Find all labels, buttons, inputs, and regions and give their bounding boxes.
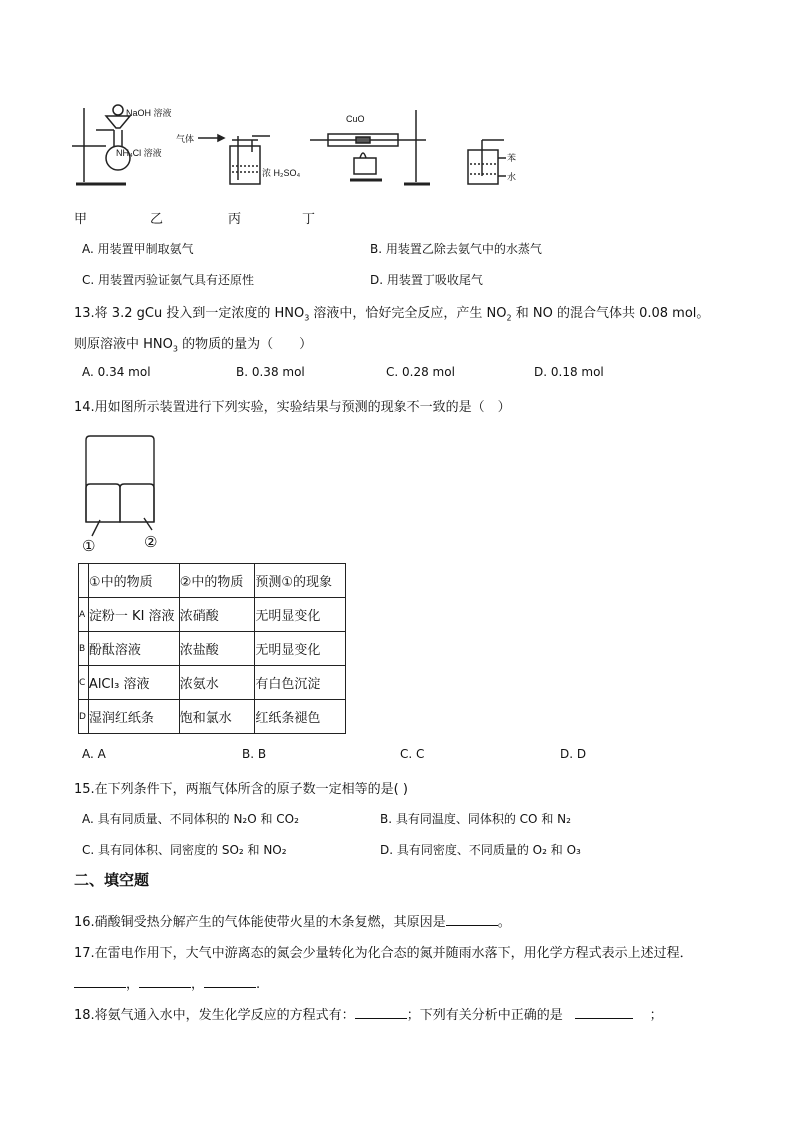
q14-figure-label-1: ① bbox=[82, 537, 96, 555]
table-cell: D bbox=[79, 700, 89, 734]
table-header-cell: 预测①的现象 bbox=[255, 564, 346, 598]
apparatus-cuo-label: CuO bbox=[346, 114, 365, 124]
apparatus-naoh-label: NaOH 溶液 bbox=[126, 108, 172, 118]
table-cell: 酚酞溶液 bbox=[88, 632, 179, 666]
apparatus-water-label: 水 bbox=[507, 172, 517, 182]
figure-label-ding: 丁 bbox=[302, 212, 316, 227]
q14-option-a: A. A bbox=[82, 747, 106, 761]
q13-option-d: D. 0.18 mol bbox=[534, 365, 604, 379]
q13-text-e: 的物质的量为（ ） bbox=[177, 337, 313, 352]
table-cell: 浓盐酸 bbox=[179, 632, 255, 666]
table-header-cell: ①中的物质 bbox=[88, 564, 179, 598]
q18-end: ； bbox=[649, 1008, 663, 1023]
q17-text: 17.在雷电作用下，大气中游离态的氮会少量转化为化合态的氮并随雨水落下，用化学方程式表示上述过程． bbox=[74, 946, 693, 961]
q16-end: 。 bbox=[497, 915, 511, 930]
answer-blank bbox=[446, 913, 498, 926]
table-row bbox=[79, 598, 346, 632]
q18-line bbox=[74, 1004, 663, 1023]
apparatus-gas-label: 气体 bbox=[176, 134, 195, 144]
table-row bbox=[79, 700, 346, 734]
q15-option-b: B. 具有同温度、同体积的 CO 和 N₂ bbox=[380, 812, 571, 826]
q13-text-d: 则原溶液中 HNO bbox=[74, 337, 173, 352]
answer-blank bbox=[355, 1006, 407, 1019]
q13-text-c: 和 NO 的混合气体共 0.08 mol。 bbox=[511, 306, 710, 321]
table-cell: 有白色沉淀 bbox=[255, 666, 346, 700]
q17-sep2: ， bbox=[191, 977, 205, 992]
table-row bbox=[79, 666, 346, 700]
table-header-cell: ②中的物质 bbox=[179, 564, 255, 598]
q15-option-a: A. 具有同质量、不同体积的 N₂O 和 CO₂ bbox=[82, 812, 299, 826]
answer-blank bbox=[575, 1006, 633, 1019]
q12-option-c: C. 用装置丙验证氨气具有还原性 bbox=[82, 273, 255, 287]
q13-text-b: 溶液中，恰好完全反应，产生 NO bbox=[309, 306, 507, 321]
q13-option-c: C. 0.28 mol bbox=[386, 365, 455, 379]
q18-mid: ；下列有关分析中正确的是 bbox=[406, 1008, 563, 1023]
q12-option-b: B. 用装置乙除去氨气中的水蒸气 bbox=[370, 242, 542, 256]
q15-text: 15.在下列条件下，两瓶气体所含的原子数一定相等的是( ) bbox=[74, 782, 408, 797]
q13-sub-a: 3 bbox=[304, 313, 310, 323]
table-cell: 无明显变化 bbox=[255, 632, 346, 666]
q12-option-d: D. 用装置丁吸收尾气 bbox=[370, 273, 483, 287]
apparatus-nh4cl-label: NH₄Cl 溶液 bbox=[116, 148, 162, 158]
answer-blank bbox=[204, 975, 256, 988]
table-header-cell bbox=[79, 564, 89, 598]
table-cell: 饱和氯水 bbox=[179, 700, 255, 734]
q13-text-a: 13.将 3.2 gCu 投入到一定浓度的 HNO bbox=[74, 306, 305, 321]
table-cell: 浓硝酸 bbox=[179, 598, 255, 632]
answer-blank bbox=[74, 975, 126, 988]
table-cell: A bbox=[79, 598, 89, 632]
apparatus-yi bbox=[198, 135, 270, 184]
table-header-row bbox=[79, 564, 346, 598]
answer-blank bbox=[139, 975, 191, 988]
q13-sub-b: 2 bbox=[506, 313, 512, 323]
figure-label-jia: 甲 bbox=[74, 212, 88, 227]
q13-sub-c: 3 bbox=[172, 344, 178, 354]
table-cell: B bbox=[79, 632, 89, 666]
table-cell: 红纸条褪色 bbox=[255, 700, 346, 734]
figure-label-yi: 乙 bbox=[150, 212, 164, 227]
q18-text: 18.将氨气通入水中，发生化学反应的方程式有： bbox=[74, 1008, 355, 1023]
apparatus-bing bbox=[310, 110, 430, 184]
table-cell: AlCl₃ 溶液 bbox=[88, 666, 179, 700]
q13-line2 bbox=[74, 333, 312, 354]
q14-option-d: D. D bbox=[560, 747, 587, 761]
apparatus-jia bbox=[72, 105, 130, 184]
apparatus-ding bbox=[468, 140, 506, 184]
q13-option-a: A. 0.34 mol bbox=[82, 365, 151, 379]
apparatus-h2so4-label: 浓 H₂SO₄ bbox=[262, 168, 301, 178]
q16-line bbox=[74, 911, 511, 930]
q13-option-b: B. 0.38 mol bbox=[236, 365, 305, 379]
table-cell: 浓氨水 bbox=[179, 666, 255, 700]
q14-text: 14.用如图所示装置进行下列实验，实验结果与预测的现象不一致的是（ ） bbox=[74, 400, 511, 415]
q17-sep1: ， bbox=[126, 977, 140, 992]
section-title: 二、填空题 bbox=[74, 871, 150, 889]
apparatus-benzene-label: 苯 bbox=[507, 153, 517, 163]
table-cell: C bbox=[79, 666, 89, 700]
table-cell: 无明显变化 bbox=[255, 598, 346, 632]
q14-figure bbox=[76, 432, 176, 556]
q14-option-c: C. C bbox=[400, 747, 425, 761]
table-cell: 淀粉一 KI 溶液 bbox=[88, 598, 179, 632]
q14-figure-label-2: ② bbox=[144, 533, 158, 551]
figure-label-bing: 丙 bbox=[228, 212, 242, 227]
table-row bbox=[79, 632, 346, 666]
q15-option-d: D. 具有同密度、不同质量的 O₂ 和 O₃ bbox=[380, 843, 581, 857]
q16-text: 16.硝酸铜受热分解产生的气体能使带火星的木条复燃，其原因是 bbox=[74, 915, 446, 930]
q12-option-a: A. 用装置甲制取氨气 bbox=[82, 242, 194, 256]
q17-blanks bbox=[74, 973, 260, 992]
table-cell: 湿润红纸条 bbox=[88, 700, 179, 734]
q14-option-b: B. B bbox=[242, 747, 267, 761]
q14-table bbox=[78, 563, 346, 734]
q13-line1 bbox=[74, 302, 709, 323]
apparatus-figure bbox=[70, 100, 530, 195]
q15-option-c: C. 具有同体积、同密度的 SO₂ 和 NO₂ bbox=[82, 843, 287, 857]
q17-end: . bbox=[256, 977, 261, 992]
